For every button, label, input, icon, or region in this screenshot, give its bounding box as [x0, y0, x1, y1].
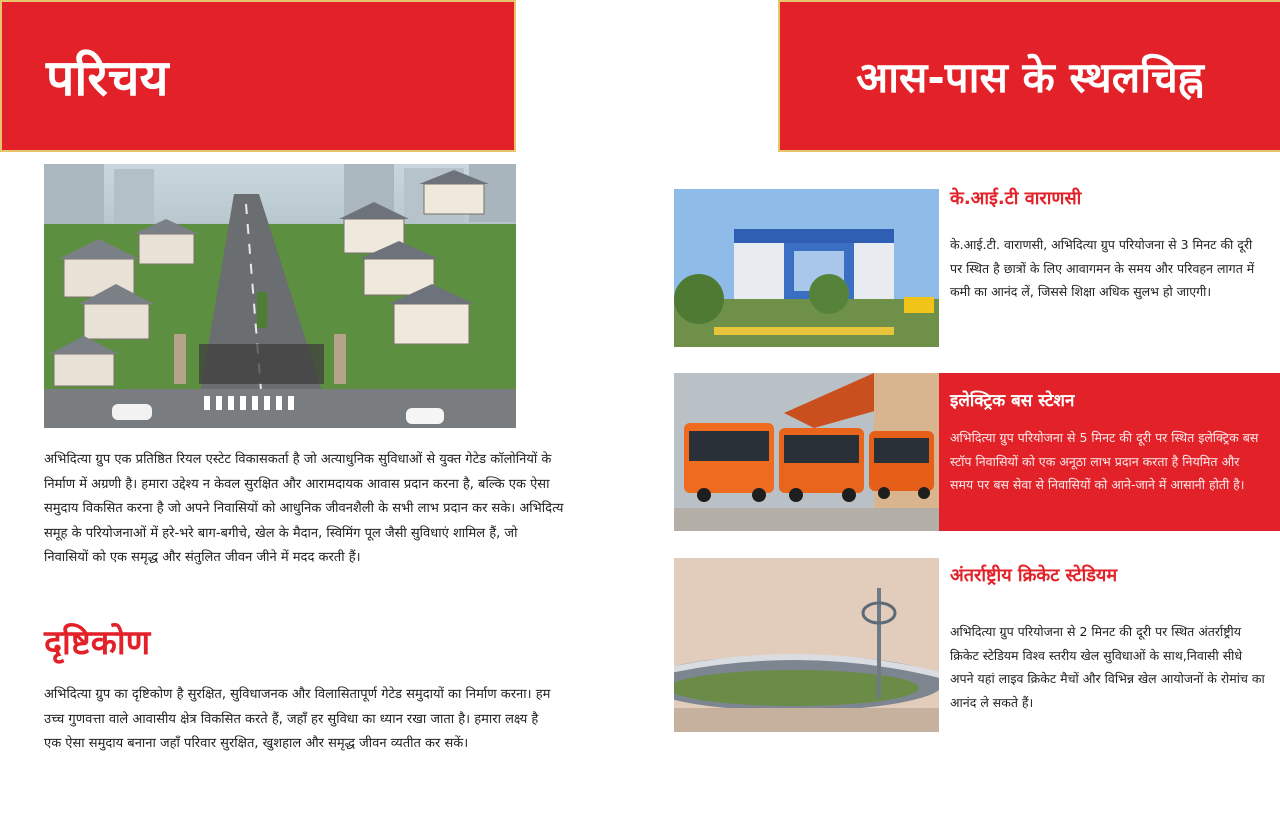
landmark-title-stadium: अंतर्राष्ट्रीय क्रिकेट स्टेडियम: [950, 565, 1118, 586]
landmark-title-kit: के.आई.टी वाराणसी: [950, 188, 1082, 209]
gated-colony-photo: [44, 164, 516, 428]
landmark-text-stadium: अभिदित्या ग्रुप परियोजना से 2 मिनट की दूरी पर स्थित अंतर्राष्ट्रीय क्रिकेट स्टेडियम विश्व स्तरीय खेल सुविधाओं के साथ,निवासी सीधे अपने यहां लाइव क्रिकेट मैचों और विभिन्न खेल आयोजनों के रोमांच का आनंद ले सकते हैं।: [950, 624, 1265, 710]
kit-varanasi-photo: [674, 189, 939, 347]
vision-heading: दृष्टिकोण: [44, 623, 151, 663]
cricket-stadium-photo: [674, 558, 939, 732]
intro-banner: [0, 0, 516, 152]
intro-paragraph: अभिदित्या ग्रुप एक प्रतिष्ठित रियल एस्टेट विकासकर्ता है जो अत्याधुनिक सुविधाओं से युक्त गेटेड कॉलोनियों के निर्माण में अग्रणी है। हमारा उद्देश्य न केवल सुरक्षित और आरामदायक आवास प्रदान करना है, बल्कि एक ऐसा समुदाय विकसित करना है जो अपने निवासियों को आधुनिक जीवनशैली के सभी लाभ प्रदान कर सके। अभिदित्य समूह के परियोजनाओं में हरे-भरे बाग-बगीचे, खेल के मैदान, स्विमिंग पूल जैसी सुविधाएं शामिल हैं, जो निवासियों को एक समृद्ध और संतुलित जीवन जीने में मदद करती हैं।: [44, 452, 564, 565]
bus-station-photo: [674, 373, 939, 531]
landmark-text-kit: के.आई.टी. वाराणसी, अभिदित्या ग्रुप परियोजना से 3 मिनट की दूरी पर स्थित है छात्रों के लिए आवागमन के समय और परिवहन लागत में कमी का आनंद लें, जिससे शिक्षा अधिक सुलभ हो जाएगी।: [950, 237, 1255, 299]
landmark-text-bus: अभिदित्या ग्रुप परियोजना से 5 मिनट की दूरी पर स्थित इलेक्ट्रिक बस स्टॉप निवासियों को एक अनूठा लाभ प्रदान करता है नियमित और समय पर बस सेवा से निवासियों को आने-जाने में आसानी होती है।: [950, 430, 1259, 492]
landmarks-banner: [778, 0, 1280, 152]
landmarks-heading: आस-पास के स्थलचिह्न: [856, 52, 1204, 102]
intro-heading: परिचय: [46, 49, 169, 107]
vision-paragraph: अभिदित्या ग्रुप का दृष्टिकोण है सुरक्षित, सुविधाजनक और विलासितापूर्ण गेटेड समुदायों का निर्माण करना। हम उच्च गुणवत्ता वाले आवासीय क्षेत्र विकसित करते हैं, जहाँ हर सुविधा का ध्यान रखा जाता है। हमारा लक्ष्य है एक ऐसा समुदाय बनाना जहाँ परिवार सुरक्षित, खुशहाल और समृद्ध जीवन व्यतीत कर सकें।: [44, 687, 551, 751]
landmark-title-bus: इलेक्ट्रिक बस स्टेशन: [950, 391, 1075, 411]
